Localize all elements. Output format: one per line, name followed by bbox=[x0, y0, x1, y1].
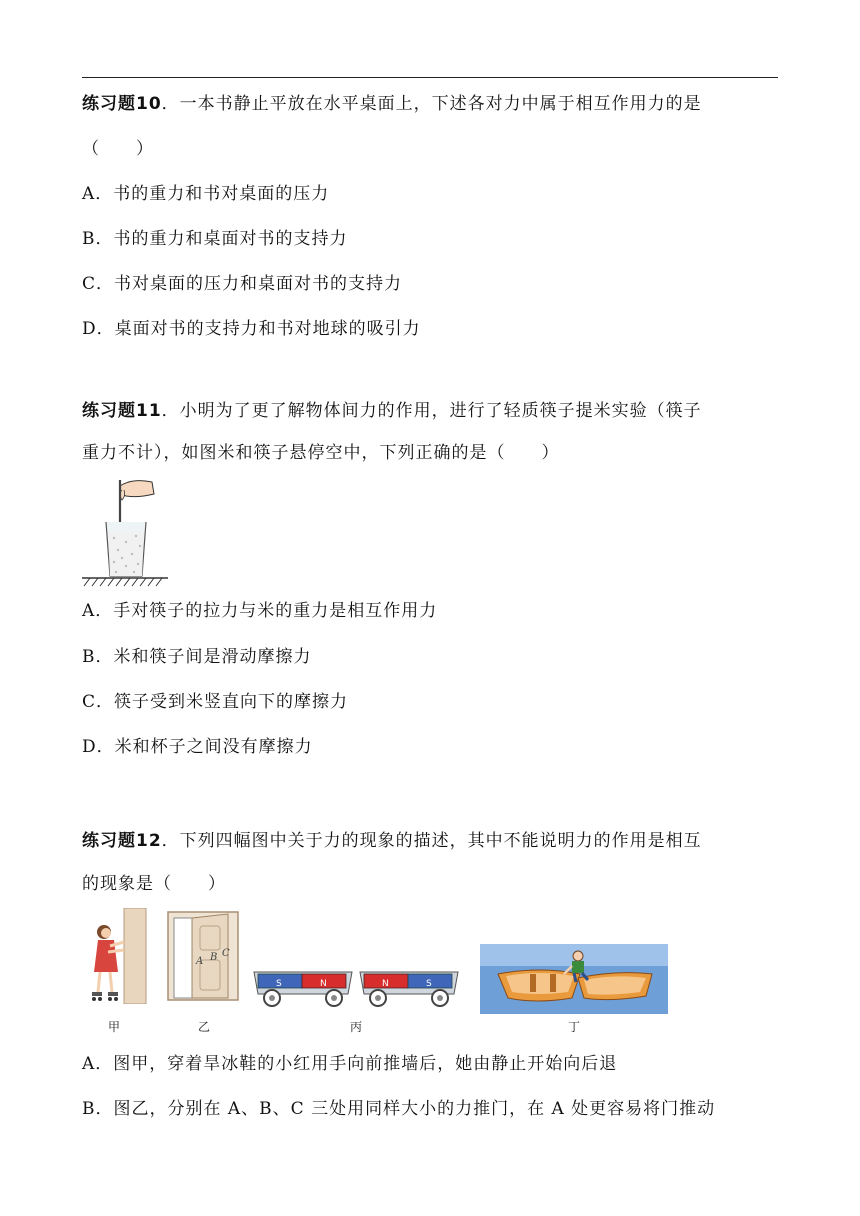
q12-stem-line1: 练习题12．下列四幅图中关于力的现象的描述，其中不能说明力的作用是相互 bbox=[82, 831, 702, 851]
caption-ding: 丁 bbox=[568, 1020, 581, 1034]
top-rule bbox=[82, 77, 778, 78]
q10-stem: 练习题10．一本书静止平放在水平桌面上，下述各对力中属于相互作用力的是 bbox=[82, 94, 702, 114]
q12-label: 练习题12 bbox=[82, 831, 162, 851]
figure-jia-girl-pushing-wall bbox=[84, 908, 148, 1004]
q11-label: 练习题11 bbox=[82, 401, 162, 421]
rice-chopstick-figure bbox=[80, 476, 172, 588]
q12-option-a: A．图甲，穿着旱冰鞋的小红用手向前推墙后，她由静止开始向后退 bbox=[82, 1054, 618, 1074]
door-label-a: A bbox=[196, 956, 204, 967]
magnet-left-s: S bbox=[276, 979, 282, 989]
q10-option-a: A．书的重力和书对桌面的压力 bbox=[82, 184, 330, 204]
figure-bing-magnet-carts bbox=[252, 962, 460, 1010]
q11-option-b: B．米和筷子间是滑动摩擦力 bbox=[82, 647, 312, 667]
q10-label: 练习题10 bbox=[82, 94, 162, 114]
door-label-c: C bbox=[222, 948, 230, 959]
q11-stem-line2: 重力不计），如图米和筷子悬停空中，下列正确的是（ ） bbox=[82, 443, 560, 463]
magnet-left-n: N bbox=[320, 979, 327, 989]
magnet-right-s: S bbox=[426, 979, 432, 989]
q10-bracket: （ ） bbox=[82, 139, 154, 159]
q11-option-d: D．米和杯子之间没有摩擦力 bbox=[82, 737, 313, 757]
q10-option-b: B．书的重力和桌面对书的支持力 bbox=[82, 229, 348, 249]
caption-bing: 丙 bbox=[350, 1020, 363, 1034]
q12-option-b: B．图乙，分别在 A、B、C 三处用同样大小的力推门，在 A 处更容易将门推动 bbox=[82, 1099, 716, 1119]
door-label-b: B bbox=[210, 952, 218, 963]
q11-option-a: A．手对筷子的拉力与米的重力是相互作用力 bbox=[82, 601, 438, 621]
q11-stem-line1: 练习题11．小明为了更了解物体间力的作用，进行了轻质筷子提米实验（筷子 bbox=[82, 401, 702, 421]
q11-option-c: C．筷子受到米竖直向下的摩擦力 bbox=[82, 692, 349, 712]
caption-yi: 乙 bbox=[198, 1020, 211, 1034]
figure-ding-boats bbox=[480, 944, 668, 1014]
figure-yi-door bbox=[166, 910, 242, 1002]
caption-jia: 甲 bbox=[108, 1020, 121, 1034]
q10-option-c: C．书对桌面的压力和桌面对书的支持力 bbox=[82, 274, 403, 294]
magnet-right-n: N bbox=[382, 979, 389, 989]
q10-option-d: D．桌面对书的支持力和书对地球的吸引力 bbox=[82, 319, 421, 339]
q12-stem-line2: 的现象是（ ） bbox=[82, 874, 226, 894]
